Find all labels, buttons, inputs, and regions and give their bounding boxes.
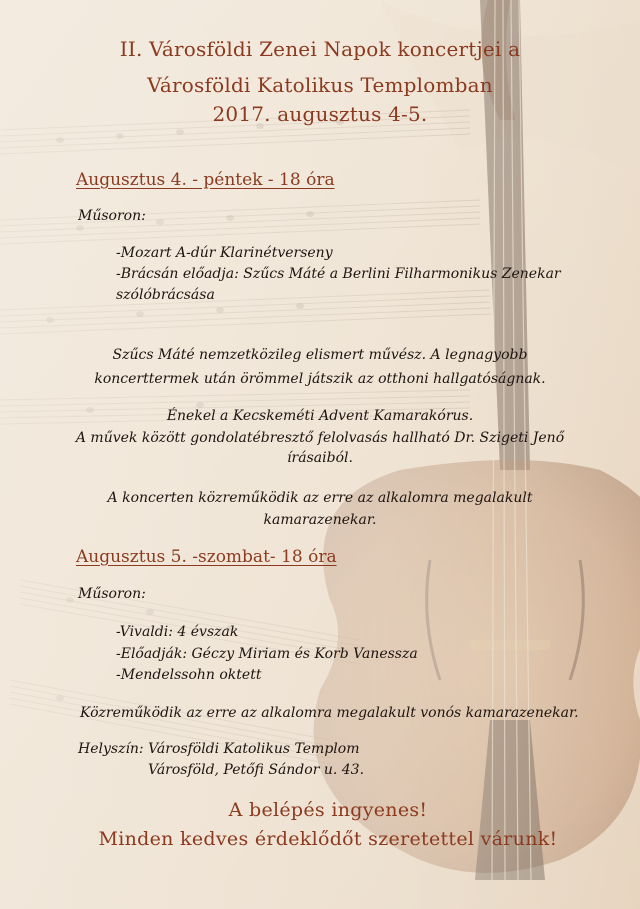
title-line-3: 2017. augusztus 4-5. [212, 102, 428, 126]
location-address: Városföld, Petőfi Sándor u. 43. [148, 762, 365, 778]
day1-para2-line1: Énekel a Kecskeméti Advent Kamarakórus. [166, 408, 474, 424]
footer-free-entry: A belépés ingyenes! [228, 799, 428, 821]
day1-program-label: Műsoron: [78, 208, 146, 224]
day1-item-2: -Brácsán előadja: Szűcs Máté a Berlini Filharmonikus Zenekar [116, 266, 561, 282]
title-line-1: II. Városföldi Zenei Napok koncertjei a [119, 37, 521, 61]
day1-para3-line2: kamarazenekar. [263, 512, 377, 528]
day1-para1-line2: koncerttermek után örömmel játszik az otthoni hallgatóságnak. [94, 371, 546, 387]
day2-program-label: Műsoron: [78, 586, 146, 602]
footer-welcome: Minden kedves érdeklődőt szeretettel várunk! [98, 828, 558, 850]
day2-item-2: -Előadják: Géczy Miriam és Korb Vanessza [116, 646, 418, 662]
day2-para1: Közreműködik az erre az alkalomra megalakult vonós kamarazenekar. [80, 705, 579, 721]
day1-para3-line1: A koncerten közreműködik az erre az alkalomra megalakult [107, 490, 533, 506]
day1-item-3: szólóbrácsása [116, 287, 215, 303]
day1-para1-line1: Szűcs Máté nemzetközileg elismert művész. A legnagyobb [112, 347, 528, 363]
location-label: Helyszín: Városföldi Katolikus Templom [78, 741, 360, 757]
day1-heading: Augusztus 4. - péntek - 18 óra [76, 170, 335, 190]
day2-item-3: -Mendelssohn oktett [116, 667, 262, 683]
title-line-2: Városföldi Katolikus Templomban [147, 73, 493, 97]
day2-heading: Augusztus 5. -szombat- 18 óra [76, 547, 337, 567]
day1-item-1: -Mozart A-dúr Klarinétverseny [116, 245, 333, 261]
day1-para2-line3: írásaiból. [287, 450, 353, 466]
day1-para2-line2: A művek között gondolatébresztő felolvasás hallható Dr. Szigeti Jenő [75, 430, 565, 446]
day2-item-1: -Vivaldi: 4 évszak [116, 624, 239, 640]
